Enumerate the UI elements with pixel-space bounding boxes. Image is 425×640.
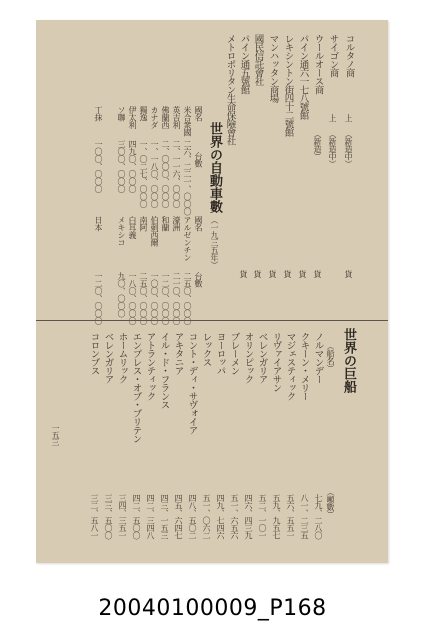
- autos-country: 伊太利: [128, 106, 137, 129]
- autos-count: 二一〇、〇〇〇: [172, 272, 181, 325]
- autos-country: 獨逸: [139, 106, 148, 121]
- ship-name: オリンピック: [242, 332, 254, 383]
- building-mark: 貨: [253, 270, 262, 278]
- ship-tons: 四三、一五三: [160, 494, 169, 539]
- building-mark: 貨: [344, 270, 353, 278]
- ship-name: コント・ディ・サヴォイア: [186, 332, 198, 434]
- autos-count: 台數: [194, 152, 203, 167]
- autos-year: （一九三五年）: [210, 216, 219, 269]
- ship-tons: 三四、三五一: [118, 494, 127, 539]
- autos-country: 丁抹: [94, 106, 103, 121]
- autos-country: 日本: [94, 216, 103, 231]
- building-entry: コルタノ商: [343, 34, 355, 77]
- autos-country: 白耳義: [128, 216, 137, 239]
- autos-count: 一〇〇、〇〇〇: [150, 272, 159, 325]
- ship-tons: 四六、四三九: [244, 494, 253, 539]
- building-mark: 貨: [298, 270, 307, 278]
- autos-count: 二五〇、〇〇〇: [139, 272, 148, 325]
- autos-country: 國名: [194, 216, 203, 231]
- autos-country: ソ聯: [117, 106, 126, 121]
- autos-country: 國名: [194, 106, 203, 121]
- ship-name: ベレンガリア: [256, 332, 268, 383]
- autos-count: 二六、二二一、〇〇〇: [183, 140, 192, 215]
- building-mark: 貨: [283, 270, 292, 278]
- ship-name: ヨーロッパ: [214, 332, 226, 375]
- ship-name: イル・ド・フランス: [158, 332, 170, 409]
- autos-country: 南阿: [139, 216, 148, 231]
- ship-name: ホームリック: [116, 332, 128, 383]
- autos-count: 二、一一六、〇〇〇: [172, 140, 181, 208]
- building-entry: パイン通五號館: [238, 34, 250, 94]
- autos-country: 米合衆國: [183, 106, 192, 136]
- ship-tons: 五二、一〇一: [258, 494, 267, 539]
- autos-count: 三〇〇、〇〇〇: [117, 140, 126, 193]
- big-ships-title: 世界の巨船: [341, 328, 356, 393]
- building-entry: ウールオース商: [312, 34, 324, 94]
- autos-count: 一〇〇、〇〇〇: [94, 140, 103, 193]
- autos-country: カナダ: [150, 106, 159, 129]
- autos-count: 四九〇、〇〇〇: [128, 140, 137, 193]
- ship-name: マジェスティック: [284, 332, 296, 400]
- image-caption: 20040100009_P168: [98, 596, 327, 621]
- big-ships-header-name: （船名）: [326, 342, 335, 372]
- building-note: （新造）: [313, 130, 322, 160]
- autos-count: 一八〇、〇〇〇: [128, 272, 137, 325]
- building-entry: マンハッタン商場: [267, 34, 279, 102]
- ship-tons: 五一、六五六: [230, 494, 239, 539]
- autos-count: 二、〇〇〇、〇〇〇: [161, 140, 170, 208]
- ship-tons: 四五、六四七: [174, 494, 183, 539]
- document-page: [36, 20, 388, 563]
- autos-count: 台數: [194, 272, 203, 287]
- ship-tons: 五六、五五一: [286, 494, 295, 539]
- autos-count: 一、一八〇、〇〇〇: [150, 140, 159, 208]
- building-entry: パイン通六一七八號館: [297, 34, 309, 119]
- autos-count: 九〇、〇〇〇: [117, 272, 126, 317]
- autos-country: 和蘭: [161, 216, 170, 231]
- autos-country: 伯刺西爾: [150, 216, 159, 246]
- ship-tons: 三三、五〇〇: [104, 494, 113, 539]
- ship-name: クキーン・メリー: [298, 332, 310, 400]
- autos-count: 一、〇二七、〇〇〇: [139, 140, 148, 208]
- ship-tons: 五九、九五七: [272, 494, 281, 539]
- building-note: 上: [344, 114, 353, 122]
- ship-tons: 四八、五〇二: [188, 494, 197, 539]
- building-entry: サイゴン商: [327, 34, 339, 77]
- section-divider: [36, 320, 388, 321]
- big-ships-header-tons: （噸數）: [326, 488, 335, 518]
- building-note: 上: [328, 114, 337, 122]
- ship-name: ベレンガリア: [102, 332, 114, 383]
- ship-name: アトランティック: [144, 332, 156, 400]
- autos-title: 世界の自動車數: [207, 122, 222, 213]
- ship-tons: 三二、五八一: [90, 494, 99, 539]
- ship-tons: 四九、七四六: [216, 494, 225, 539]
- ship-name: ノルマンデー: [312, 332, 324, 383]
- building-note: （新造中）: [328, 130, 337, 168]
- autos-country: メキシコ: [117, 216, 126, 246]
- ship-tons: 四二、五〇〇: [132, 494, 141, 539]
- autos-country: 佛蘭西: [161, 106, 170, 129]
- autos-count: 一二〇、〇〇〇: [94, 272, 103, 325]
- autos-country: 英吉利: [172, 106, 181, 129]
- ship-name: レックス: [200, 332, 212, 366]
- building-entry: メトロポリタン生命保險會社: [224, 34, 236, 145]
- ship-name: リヴァイアサン: [270, 332, 282, 392]
- autos-count: 一二〇、〇〇〇: [161, 272, 170, 325]
- building-entry: レキシントン街四十二號館: [282, 34, 294, 136]
- ship-name: アキタニア: [172, 332, 184, 375]
- ship-tons: 七九、二八〇: [314, 494, 323, 539]
- ship-tons: 五一、〇六二: [202, 494, 211, 539]
- page-number: 一五三: [51, 424, 60, 445]
- ship-name: ブレーメン: [228, 332, 240, 375]
- ship-name: コロンブス: [88, 332, 100, 375]
- building-note: （新造中）: [344, 130, 353, 168]
- ship-name: エンプレス・オブ・ブリテン: [130, 332, 142, 443]
- autos-country: 濠洲: [172, 216, 181, 231]
- building-entry: 國民信託會社: [252, 34, 264, 85]
- building-mark: 貨: [268, 270, 277, 278]
- autos-count: 二五〇、〇〇〇: [183, 272, 192, 325]
- building-mark: 貨: [239, 270, 248, 278]
- ship-tons: 八一、二三五: [300, 494, 309, 539]
- building-mark: 貨: [313, 270, 322, 278]
- ship-tons: 四二、三四八: [146, 494, 155, 539]
- autos-country: アルゼンチン: [183, 216, 192, 261]
